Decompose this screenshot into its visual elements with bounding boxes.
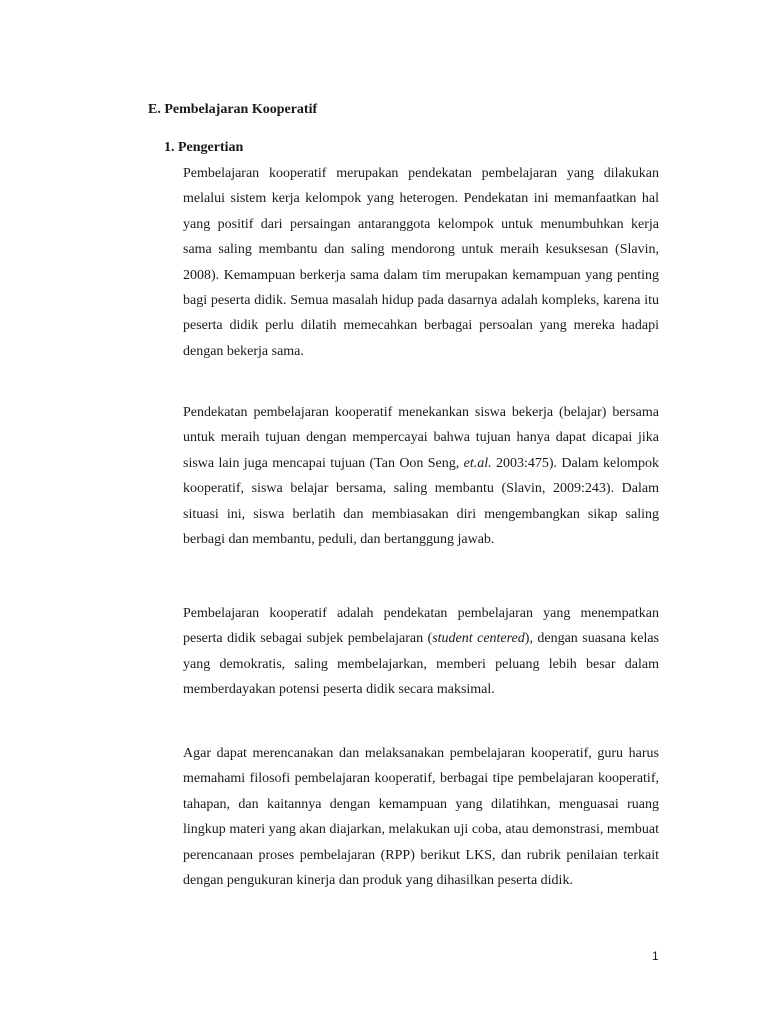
- paragraph-3: [183, 601, 659, 703]
- paragraph-2-text-start: Pendekatan pembelajaran kooperatif menekankan siswa bekerja (belajar) bersama untuk meraih tujuan dengan mempercayai bahwa tujuan hanya dapat dicapai jika siswa lain juga mencapai tujuan (Tan Oon Seng,: [183, 405, 659, 471]
- paragraph-3-term-italic: student centered: [432, 631, 525, 647]
- paragraph-2-citation-italic: et.al.: [463, 455, 492, 471]
- page-number: 1: [652, 949, 659, 963]
- paragraph-3-text-end: ), dengan suasana kelas yang demokratis, saling membelajarkan, memberi peluang lebih besar dalam memberdayakan potensi peserta didik secara maksimal.: [183, 631, 659, 698]
- section-heading: E. Pembelajaran Kooperatif: [148, 102, 318, 117]
- paragraph-3-text-start: Pembelajaran kooperatif adalah pendekatan pembelajaran yang menempatkan peserta didik sebagai subjek pembelajaran (: [183, 606, 659, 647]
- paragraph-1: Pembelajaran kooperatif merupakan pendekatan pembelajaran yang dilakukan melalui sistem kerja kelompok yang heterogen. Pendekatan ini memanfaatkan hal yang positif dari persaingan antaranggota kelompok untuk menumbuhkan kerja sama saling membantu dan saling mendorong untuk meraih kesuksesan (Slavin, 2008). Kemampuan berkerja sama dalam tim merupakan kemampuan yang penting bagi peserta didik. Semua masalah hidup pada dasarnya adalah kompleks, karena itu peserta didik perlu dilatih memecahkan berbagai persoalan yang mereka hadapi dengan bekerja sama.: [183, 166, 659, 359]
- paragraph-2-text-end: 2003:475). Dalam kelompok kooperatif, siswa belajar bersama, saling membantu (Slavin, 2009:243). Dalam situasi ini, siswa berlatih dan membiasakan diri mengembangkan sikap saling berbagi dan membantu, peduli, dan bertanggung jawab.: [183, 455, 659, 548]
- paragraph-2: [183, 400, 659, 552]
- subsection-heading: 1. Pengertian: [164, 140, 244, 155]
- paragraph-4: Agar dapat merencanakan dan melaksanakan pembelajaran kooperatif, guru harus memahami filosofi pembelajaran kooperatif, berbagai tipe pembelajaran kooperatif, tahapan, dan kaitannya dengan kemampuan yang dilatihkan, menguasai ruang lingkup materi yang akan diajarkan, melakukan uji coba, atau demonstrasi, membuat perencanaan proses pembelajaran (RPP) berikut LKS, dan rubrik penilaian terkait dengan pengukuran kinerja dan produk yang dihasilkan peserta didik.: [183, 746, 659, 889]
